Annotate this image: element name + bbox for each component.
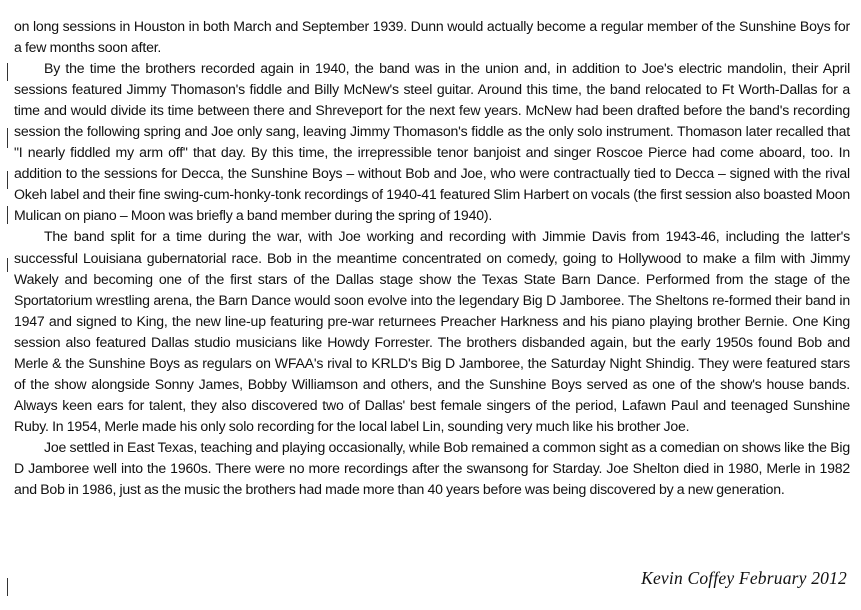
document-body bbox=[14, 16, 850, 500]
scan-margin-mark bbox=[7, 63, 8, 81]
paragraph-2: By the time the brothers recorded again in 1940, the band was in the union and, in addition to Joe's electric mandolin, their April sessions featured Jimmy Thomason's fiddle and Billy McNew's steel guitar. Around this time, the band relocated to Ft Worth-Dallas for a time and would divide its time between there and Shreveport for the next few years. McNew had been drafted before the band's recording session the following spring and Joe only sang, leaving Jimmy Thomason's fiddle as the only solo instrument. Thomason later recalled that "I nearly fiddled my arm off" that day. By this time, the irrepressible tenor banjoist and singer Roscoe Pierce had come aboard, too. In addition to the sessions for Decca, the Sunshine Boys – without Bob and Joe, who were contractually tied to Decca – signed with the rival Okeh label and their fine swing-cum-honky-tonk recordings of 1940-41 featured Slim Harbert on vocals (the first session also boasted Moon Mulican on piano – Moon was briefly a band member during the spring of 1940). bbox=[14, 60, 850, 224]
paragraph-4: Joe settled in East Texas, teaching and playing occasionally, while Bob remained a common sight as a comedian on shows like the Big D Jamboree well into the 1960s. There were no more recordings after the swansong for Starday. Joe Shelton died in 1980, Merle in 1982 and Bob in 1986, just as the music the brothers had made more than 40 years before was being discovered by a new generation. bbox=[14, 438, 850, 498]
scan-margin-mark bbox=[7, 206, 8, 224]
paragraph-3: The band split for a time during the war, with Joe working and recording with Jimmie Davis from 1943-46, including the latter's successful Louisiana gubernatorial race. Bob in the meantime concentrated on comedy, going to Hollywood to make a film with Jimmy Wakely and becoming one of the first stars of the Dallas stage show the Texas State Barn Dance. Performed from the stage of the Sportatorium wrestling arena, the Barn Dance would soon evolve into the legendary Big D Jamboree. The Sheltons re-formed their band in 1947 and signed to King, the new line-up featuring pre-war returnees Preacher Harkness and his piano playing brother Bernie. One King session also featured Dallas studio musicians like Howdy Forrester. The brothers disbanded again, but the early 1950s found Bob and Merle & the Sunshine Boys as regulars on WFAA's rival to KRLD's Big D Jamboree, the Saturday Night Shindig. They were featured stars of the show alongside Sonny James, Bobby Williamson and others, and the Sunshine Boys served as one of the show's house bands. Always keen ears for talent, they also discovered two of Dallas' best female singers of the period, Lafawn Paul and teenaged Sunshine Ruby. In 1954, Merle made his only solo recording for the local label Lin, sounding very much like his brother Joe. bbox=[14, 228, 850, 434]
scan-margin-mark bbox=[7, 171, 8, 189]
scan-margin-mark bbox=[7, 258, 8, 272]
paragraph-1: on long sessions in Houston in both March and September 1939. Dunn would actually become a regular member of the Sunshine Boys for a few months soon after. bbox=[14, 18, 850, 56]
author-signature: Kevin Coffey February 2012 bbox=[641, 568, 847, 588]
scan-margin-mark bbox=[7, 578, 8, 596]
scan-margin-mark bbox=[7, 128, 8, 148]
